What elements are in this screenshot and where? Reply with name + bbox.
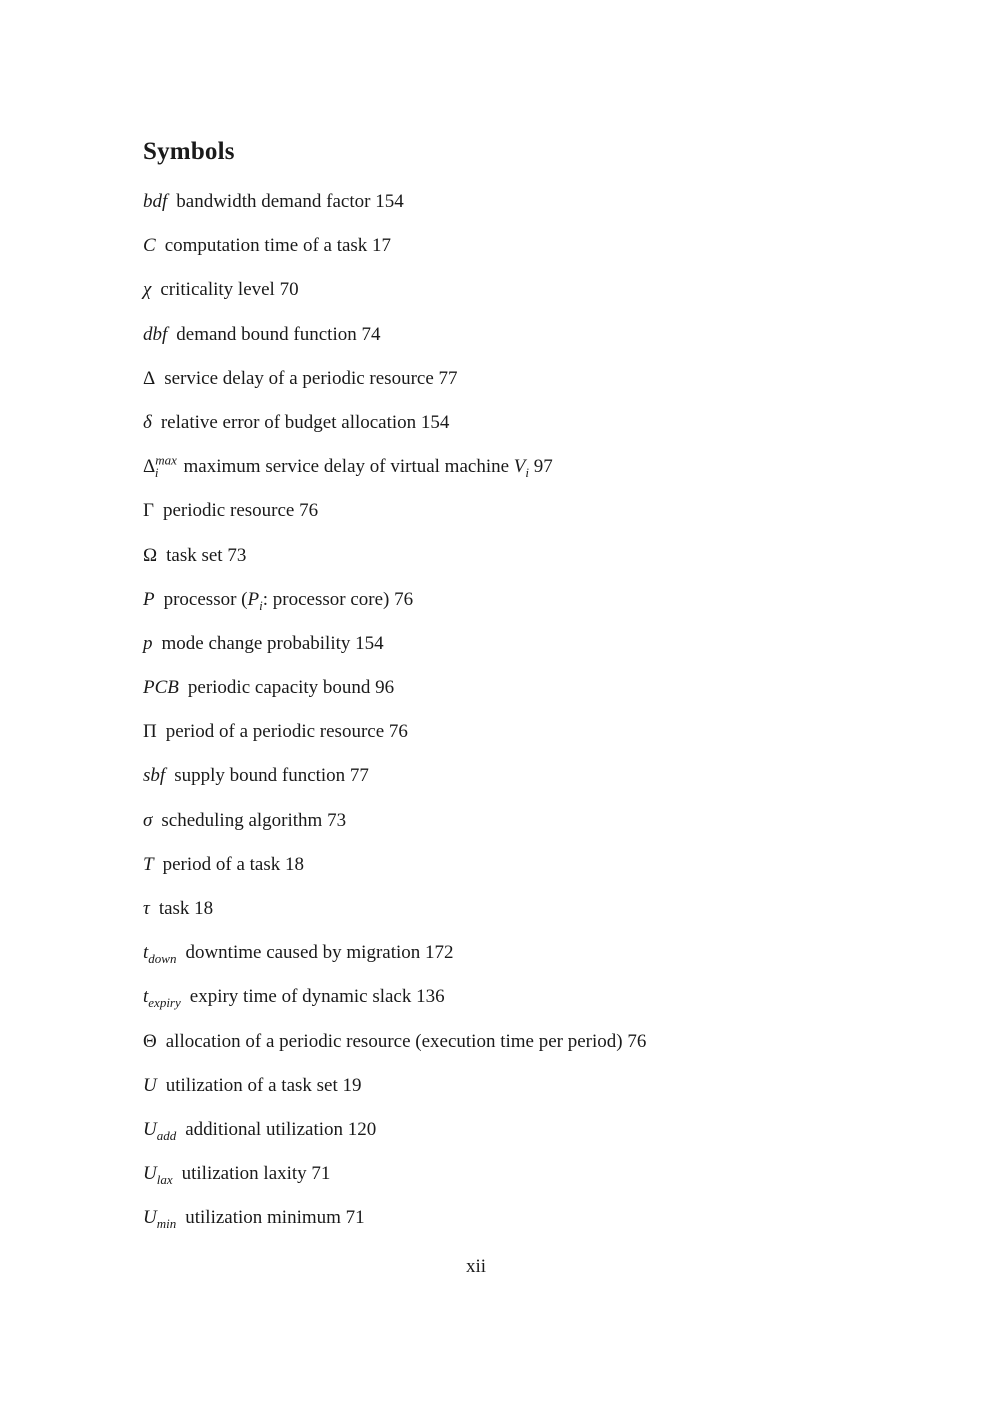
symbol: τ <box>143 898 150 919</box>
list-item <box>143 632 646 676</box>
symbol-description: periodic capacity bound 96 <box>187 677 395 699</box>
symbol-description: service delay of a periodic resource 77 <box>164 367 458 389</box>
symbol-subscript: expiry <box>148 995 181 1011</box>
symbol: P <box>143 588 155 610</box>
symbol-list <box>143 190 646 1251</box>
symbol-description: scheduling algorithm 73 <box>161 809 347 831</box>
symbol-base: Δ <box>143 456 156 478</box>
symbol-description: utilization laxity 71 <box>181 1163 331 1185</box>
symbol: p <box>143 632 153 654</box>
symbol: T <box>143 853 154 875</box>
symbol-description: expiry time of dynamic slack 136 <box>189 986 445 1008</box>
symbol-description: downtime caused by migration 172 <box>185 942 454 964</box>
list-item <box>143 1118 646 1162</box>
list-item <box>143 720 646 764</box>
description-text-end: : processor core) 76 <box>262 588 414 610</box>
symbol-description: task set 73 <box>166 544 247 566</box>
description-variable-subscript: i <box>259 597 263 613</box>
symbol-description: additional utilization 120 <box>185 1118 377 1140</box>
symbol: bdf <box>143 191 168 212</box>
list-item <box>143 452 646 499</box>
list-item <box>143 985 646 1029</box>
symbol-description: task 18 <box>158 898 214 919</box>
symbol-base: U <box>143 1207 157 1229</box>
list-item <box>143 809 646 853</box>
symbol-description: utilization minimum 71 <box>185 1207 365 1229</box>
list-item <box>143 676 646 720</box>
symbol-description: period of a periodic resource 76 <box>165 721 408 743</box>
symbol-description: relative error of budget allocation 154 <box>160 411 450 433</box>
symbol-description: allocation of a periodic resource (execution time per period) 76 <box>165 1030 647 1052</box>
symbol-superscript: max <box>155 452 177 468</box>
symbol: Δ <box>143 367 156 389</box>
symbol-description: computation time of a task 17 <box>164 235 392 257</box>
list-item <box>143 1030 646 1074</box>
symbol-description: period of a task 18 <box>162 853 304 875</box>
symbol-subscript: lax <box>156 1171 173 1187</box>
symbol <box>143 1118 177 1143</box>
description-variable-subscript: i <box>525 464 530 480</box>
description-variable: P <box>247 588 260 610</box>
symbol <box>143 942 177 966</box>
symbol-description: criticality level 70 <box>160 279 299 301</box>
symbol: sbf <box>143 765 166 787</box>
symbol-base: U <box>143 1163 157 1185</box>
symbol: U <box>143 1074 157 1096</box>
symbol: dbf <box>143 323 168 345</box>
symbol: PCB <box>143 677 179 699</box>
symbol-description: periodic resource 76 <box>162 500 319 522</box>
symbol <box>143 1163 173 1187</box>
symbol-base: t <box>143 986 149 1008</box>
list-item <box>143 764 646 808</box>
list-item <box>143 323 646 367</box>
symbol-description: supply bound function 77 <box>174 765 369 787</box>
list-item <box>143 1162 646 1206</box>
list-item <box>143 1074 646 1118</box>
list-item <box>143 367 646 411</box>
list-item <box>143 544 646 588</box>
symbol-description <box>183 456 553 480</box>
list-item <box>143 278 646 322</box>
symbol: δ <box>143 411 152 433</box>
symbol-subscript: i <box>154 464 159 480</box>
list-item <box>143 234 646 278</box>
description-variable: V <box>513 456 526 478</box>
symbol <box>143 986 181 1011</box>
symbol-description: utilization of a task set 19 <box>165 1074 362 1096</box>
symbol-base: t <box>143 942 149 964</box>
description-text: processor ( <box>163 588 248 610</box>
description-text: maximum service delay of virtual machine <box>183 456 510 478</box>
list-item <box>143 1206 646 1250</box>
symbol: C <box>143 235 156 257</box>
symbol <box>143 452 177 480</box>
symbol: Γ <box>143 500 154 522</box>
symbol-subscript: min <box>156 1216 177 1232</box>
list-item <box>143 411 646 455</box>
list-item <box>143 853 646 897</box>
symbol: χ <box>143 279 152 301</box>
symbol <box>143 1207 177 1232</box>
symbol-subscript: add <box>156 1127 177 1143</box>
symbol-description <box>163 588 414 613</box>
list-item <box>143 588 646 632</box>
page-number: xii <box>465 1256 487 1277</box>
symbol: Π <box>143 721 157 743</box>
symbol: σ <box>143 809 153 831</box>
list-item <box>143 499 646 543</box>
symbol-subscript: down <box>148 950 177 966</box>
list-item <box>143 190 646 234</box>
symbol-base: U <box>143 1118 157 1140</box>
page-title: Symbols <box>143 138 235 165</box>
symbol: Ω <box>143 544 158 566</box>
symbol-description: bandwidth demand factor 154 <box>176 191 404 212</box>
list-item <box>143 897 646 941</box>
symbol: Θ <box>143 1030 157 1052</box>
list-item <box>143 941 646 985</box>
symbol-description: demand bound function 74 <box>176 323 381 345</box>
description-page-ref: 97 <box>533 456 553 478</box>
symbol-description: mode change probability 154 <box>161 632 384 654</box>
